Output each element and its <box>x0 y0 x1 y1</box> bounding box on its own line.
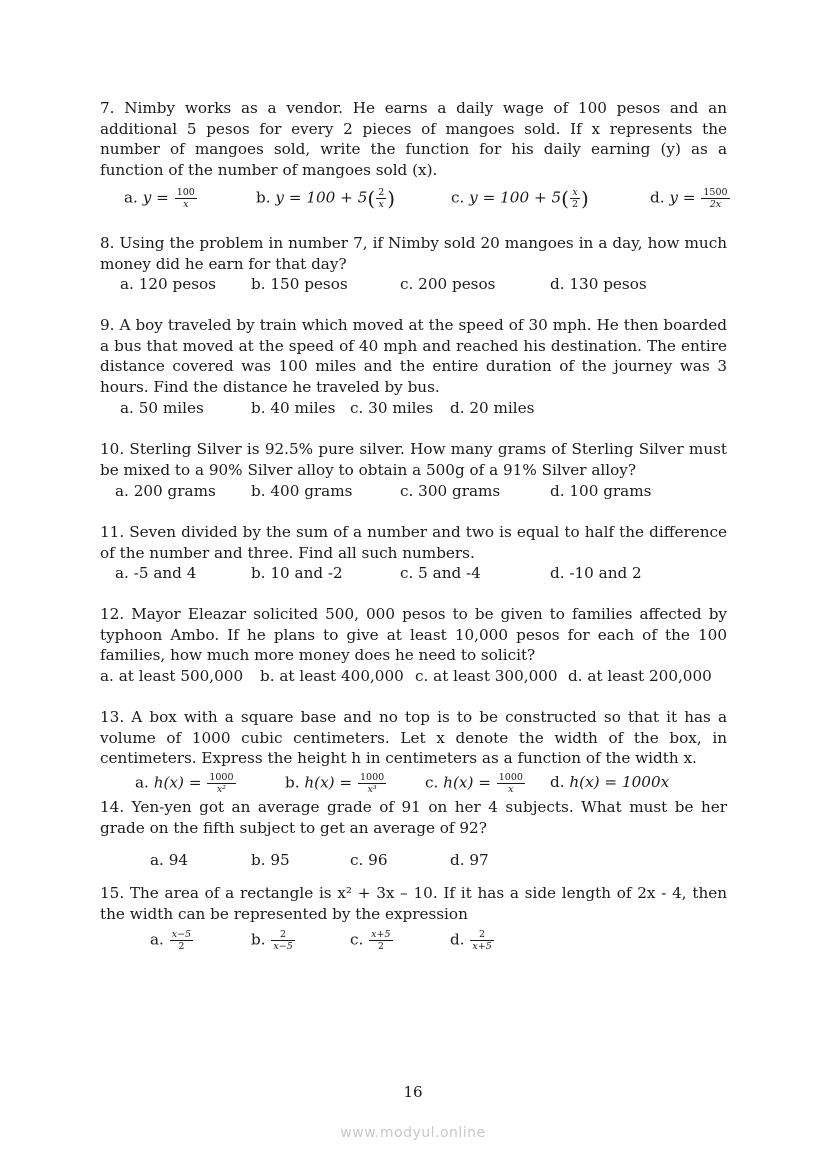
fraction: $\frac{1000}{\text{x²}}$ <box>209 772 234 795</box>
fraction: $\frac{2}{x+5}$ <box>472 929 492 952</box>
question-10: 10. Sterling Silver is 92.5% pure silver. How many grams of Sterling Silver must be mixed to a 90% Silver alloy to obtain a 500g of a 91% Silver alloy? <box>100 440 727 479</box>
q10-option-d: d. 100 grams <box>550 482 652 500</box>
q7-option-b: b. y = 100 + 5( $\frac{2}{x}$ ) <box>256 186 396 211</box>
q12-option-d: d. at least 200,000 <box>568 667 712 685</box>
q12-option-c: c. at least 300,000 <box>415 667 558 685</box>
q14-option-c: c. 96 <box>350 851 388 869</box>
question-8: 8. Using the problem in number 7, if Nimby sold 20 mangoes in a day, how much money did he earn for that day? <box>100 234 727 273</box>
q13-option-a: a. h(x) = $\frac{1000}{\text{x²}}$ <box>135 772 234 795</box>
q7-option-d: d. y = $\frac{1500}{2x}$ <box>650 187 728 210</box>
q11-option-b: b. 10 and -2 <box>251 564 343 582</box>
fraction: $\frac{1000}{\text{x³}}$ <box>359 772 385 795</box>
question-15: 15. The area of a rectangle is x² + 3x – 10. If it has a side length of 2x - 4, then the width can be represented by the expression <box>100 884 727 923</box>
fraction: $\frac{2}{x-5}$ <box>273 929 293 952</box>
fraction: $\frac{100}{x}$ <box>176 187 195 210</box>
q11-option-c: c. 5 and -4 <box>400 564 481 582</box>
fraction: $\frac{x+5}{2}$ <box>371 929 391 952</box>
question-14: 14. Yen-yen got an average grade of 91 on her 4 subjects. What must be her grade on the fifth subject to get an average of 92? <box>100 798 727 837</box>
q8-option-d: d. 130 pesos <box>550 275 647 293</box>
fraction: $\frac{x}{2}$ <box>571 187 579 210</box>
question-9: 9. A boy traveled by train which moved at the speed of 30 mph. He then boarded a bus that moved at the speed of 40 mph and reached his destination. The entire distance covered was 100 miles and the entire duration of the journey was 3 hours. Find the distance he traveled by bus. <box>100 316 727 396</box>
question-12: 12. Mayor Eleazar solicited 500, 000 pesos to be given to families affected by typhoon Ambo. If he plans to give at least 10,000 pesos for each of the 100 families, how much more money does he need to solicit? <box>100 605 727 665</box>
fraction: $\frac{x-5}{2}$ <box>171 929 192 952</box>
q15-option-b: b. $\frac{2}{x-5}$ <box>251 929 293 952</box>
q12-option-b: b. at least 400,000 <box>260 667 404 685</box>
watermark: www.modyul.online <box>340 1125 486 1141</box>
fraction: $\frac{1000}{x}$ <box>498 772 523 795</box>
q9-option-a: a. 50 miles <box>120 399 204 417</box>
q15-option-a: a. $\frac{x-5}{2}$ <box>150 929 192 952</box>
fraction: $\frac{1500}{2x}$ <box>703 187 728 210</box>
q10-option-b: b. 400 grams <box>251 482 353 500</box>
q8-option-a: a. 120 pesos <box>120 275 216 293</box>
q11-option-a: a. -5 and 4 <box>115 564 197 582</box>
q15-option-d: d. $\frac{2}{x+5}$ <box>450 929 492 952</box>
q13-option-c: c. h(x) = $\frac{1000}{x}$ <box>425 772 523 795</box>
page-number: 16 <box>403 1083 423 1101</box>
q11-option-d: d. -10 and 2 <box>550 564 642 582</box>
q8-option-c: c. 200 pesos <box>400 275 496 293</box>
q7-option-a: a. y = $\frac{100}{x}$ <box>124 187 195 210</box>
question-7: 7. Nimby works as a vendor. He earns a daily wage of 100 pesos and an additional 5 pesos for every 2 pieces of mangoes sold. If x represents the number of mangoes sold, write the function for his daily earning (y) as a function of the number of mangoes sold (x). <box>100 99 727 179</box>
q15-option-c: c. $\frac{x+5}{2}$ <box>350 929 391 952</box>
q9-option-b: b. 40 miles <box>251 399 336 417</box>
question-11: 11. Seven divided by the sum of a number and two is equal to half the difference of the number and three. Find all such numbers. <box>100 523 727 562</box>
q7-option-c: c. y = 100 + 5( $\frac{x}{2}$ ) <box>451 186 589 211</box>
q13-option-b: b. h(x) = $\frac{1000}{\text{x³}}$ <box>285 772 385 795</box>
fraction: $\frac{2}{x}$ <box>378 187 385 210</box>
q14-option-a: a. 94 <box>150 851 189 869</box>
q13-option-d: d. h(x) = 1000x <box>550 773 670 791</box>
q9-option-d: d. 20 miles <box>450 399 535 417</box>
q10-option-c: c. 300 grams <box>400 482 501 500</box>
q8-option-b: b. 150 pesos <box>251 275 348 293</box>
q10-option-a: a. 200 grams <box>115 482 216 500</box>
q14-option-b: b. 95 <box>251 851 290 869</box>
q12-option-a: a. at least 500,000 <box>100 667 244 685</box>
q9-option-c: c. 30 miles <box>350 399 434 417</box>
q14-option-d: d. 97 <box>450 851 489 869</box>
question-13: 13. A box with a square base and no top is to be constructed so that it has a volume of 1000 cubic centimeters. Let x denote the width of the box, in centimeters. Express the height h in centimeters as a function of the width x. <box>100 708 727 768</box>
